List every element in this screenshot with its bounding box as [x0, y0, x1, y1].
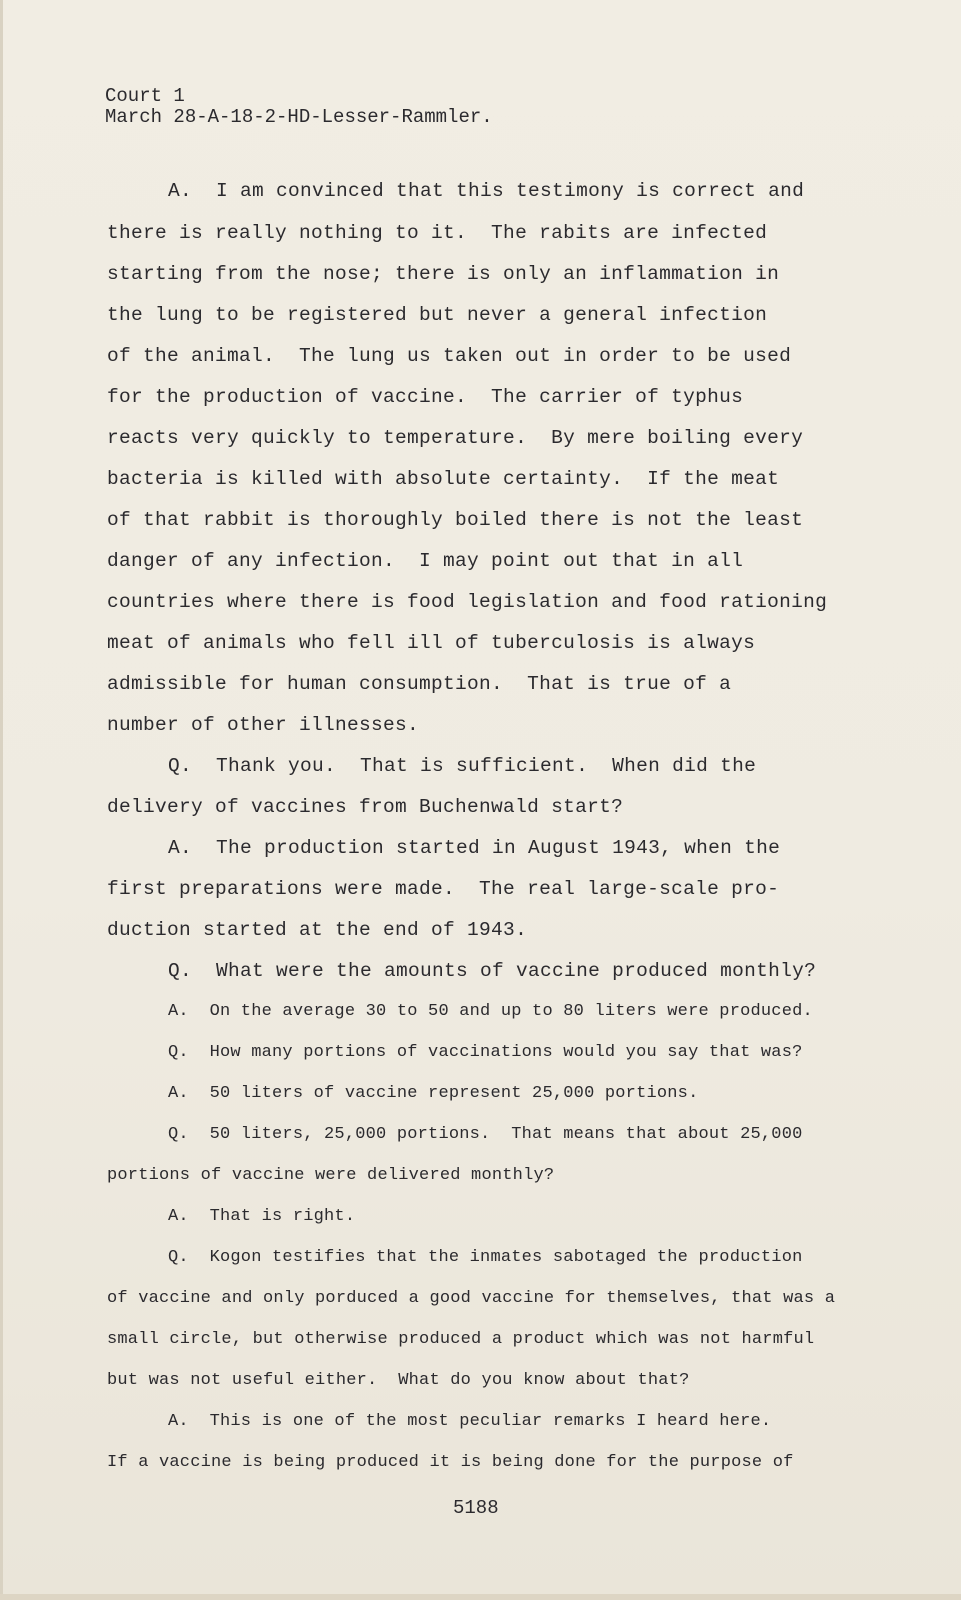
text-line: Q. Thank you. That is sufficient. When did the [168, 755, 757, 777]
text-line: meat of animals who fell ill of tuberculosis is always [107, 632, 756, 654]
text-line: A. On the average 30 to 50 and up to 80 liters were produced. [168, 1002, 813, 1021]
text-line: of the animal. The lung us taken out in order to be used [107, 345, 792, 367]
text-line: starting from the nose; there is only an inflammation in [107, 263, 780, 285]
text-line: duction started at the end of 1943. [107, 919, 528, 941]
text-line: danger of any infection. I may point out that in all [107, 550, 744, 572]
text-line: If a vaccine is being produced it is being done for the purpose of [107, 1453, 794, 1472]
text-line: Q. Kogon testifies that the inmates sabotaged the production [168, 1248, 803, 1267]
text-line: number of other illnesses. [107, 714, 420, 736]
page-bottom-edge [0, 1594, 961, 1600]
text-line: reacts very quickly to temperature. By mere boiling every [107, 427, 804, 449]
page-edge-shadow [0, 0, 3, 1600]
text-line: admissible for human consumption. That is true of a [107, 673, 732, 695]
text-line: bacteria is killed with absolute certainty. If the meat [107, 468, 780, 490]
document-reference: March 28-A-18-2-HD-Lesser-Rammler. [105, 106, 493, 128]
text-line: but was not useful either. What do you know about that? [107, 1371, 690, 1390]
text-line: A. I am convinced that this testimony is correct and [168, 180, 805, 202]
text-line: there is really nothing to it. The rabits are infected [107, 222, 768, 244]
court-label: Court 1 [105, 85, 185, 107]
text-line: Q. 50 liters, 25,000 portions. That means that about 25,000 [168, 1125, 803, 1144]
text-line: countries where there is food legislation and food rationing [107, 591, 828, 613]
text-line: Q. What were the amounts of vaccine produced monthly? [168, 960, 817, 982]
text-line: small circle, but otherwise produced a product which was not harmful [107, 1330, 815, 1349]
document-header [105, 86, 493, 128]
text-line: portions of vaccine were delivered monthly? [107, 1166, 555, 1185]
text-line: A. The production started in August 1943, when the [168, 837, 781, 859]
text-line: delivery of vaccines from Buchenwald start? [107, 796, 624, 818]
text-line: Q. How many portions of vaccinations would you say that was? [168, 1043, 803, 1062]
text-line: of vaccine and only porduced a good vaccine for themselves, that was a [107, 1289, 836, 1308]
text-line: A. This is one of the most peculiar remarks I heard here. [168, 1412, 772, 1431]
text-line: for the production of vaccine. The carrier of typhus [107, 386, 744, 408]
page-number: 5188 [453, 1497, 499, 1519]
text-line: A. 50 liters of vaccine represent 25,000 portions. [168, 1084, 699, 1103]
text-line: A. That is right. [168, 1207, 356, 1226]
text-line: first preparations were made. The real large-scale pro- [107, 878, 780, 900]
text-line: of that rabbit is thoroughly boiled there is not the least [107, 509, 804, 531]
text-line: the lung to be registered but never a general infection [107, 304, 768, 326]
